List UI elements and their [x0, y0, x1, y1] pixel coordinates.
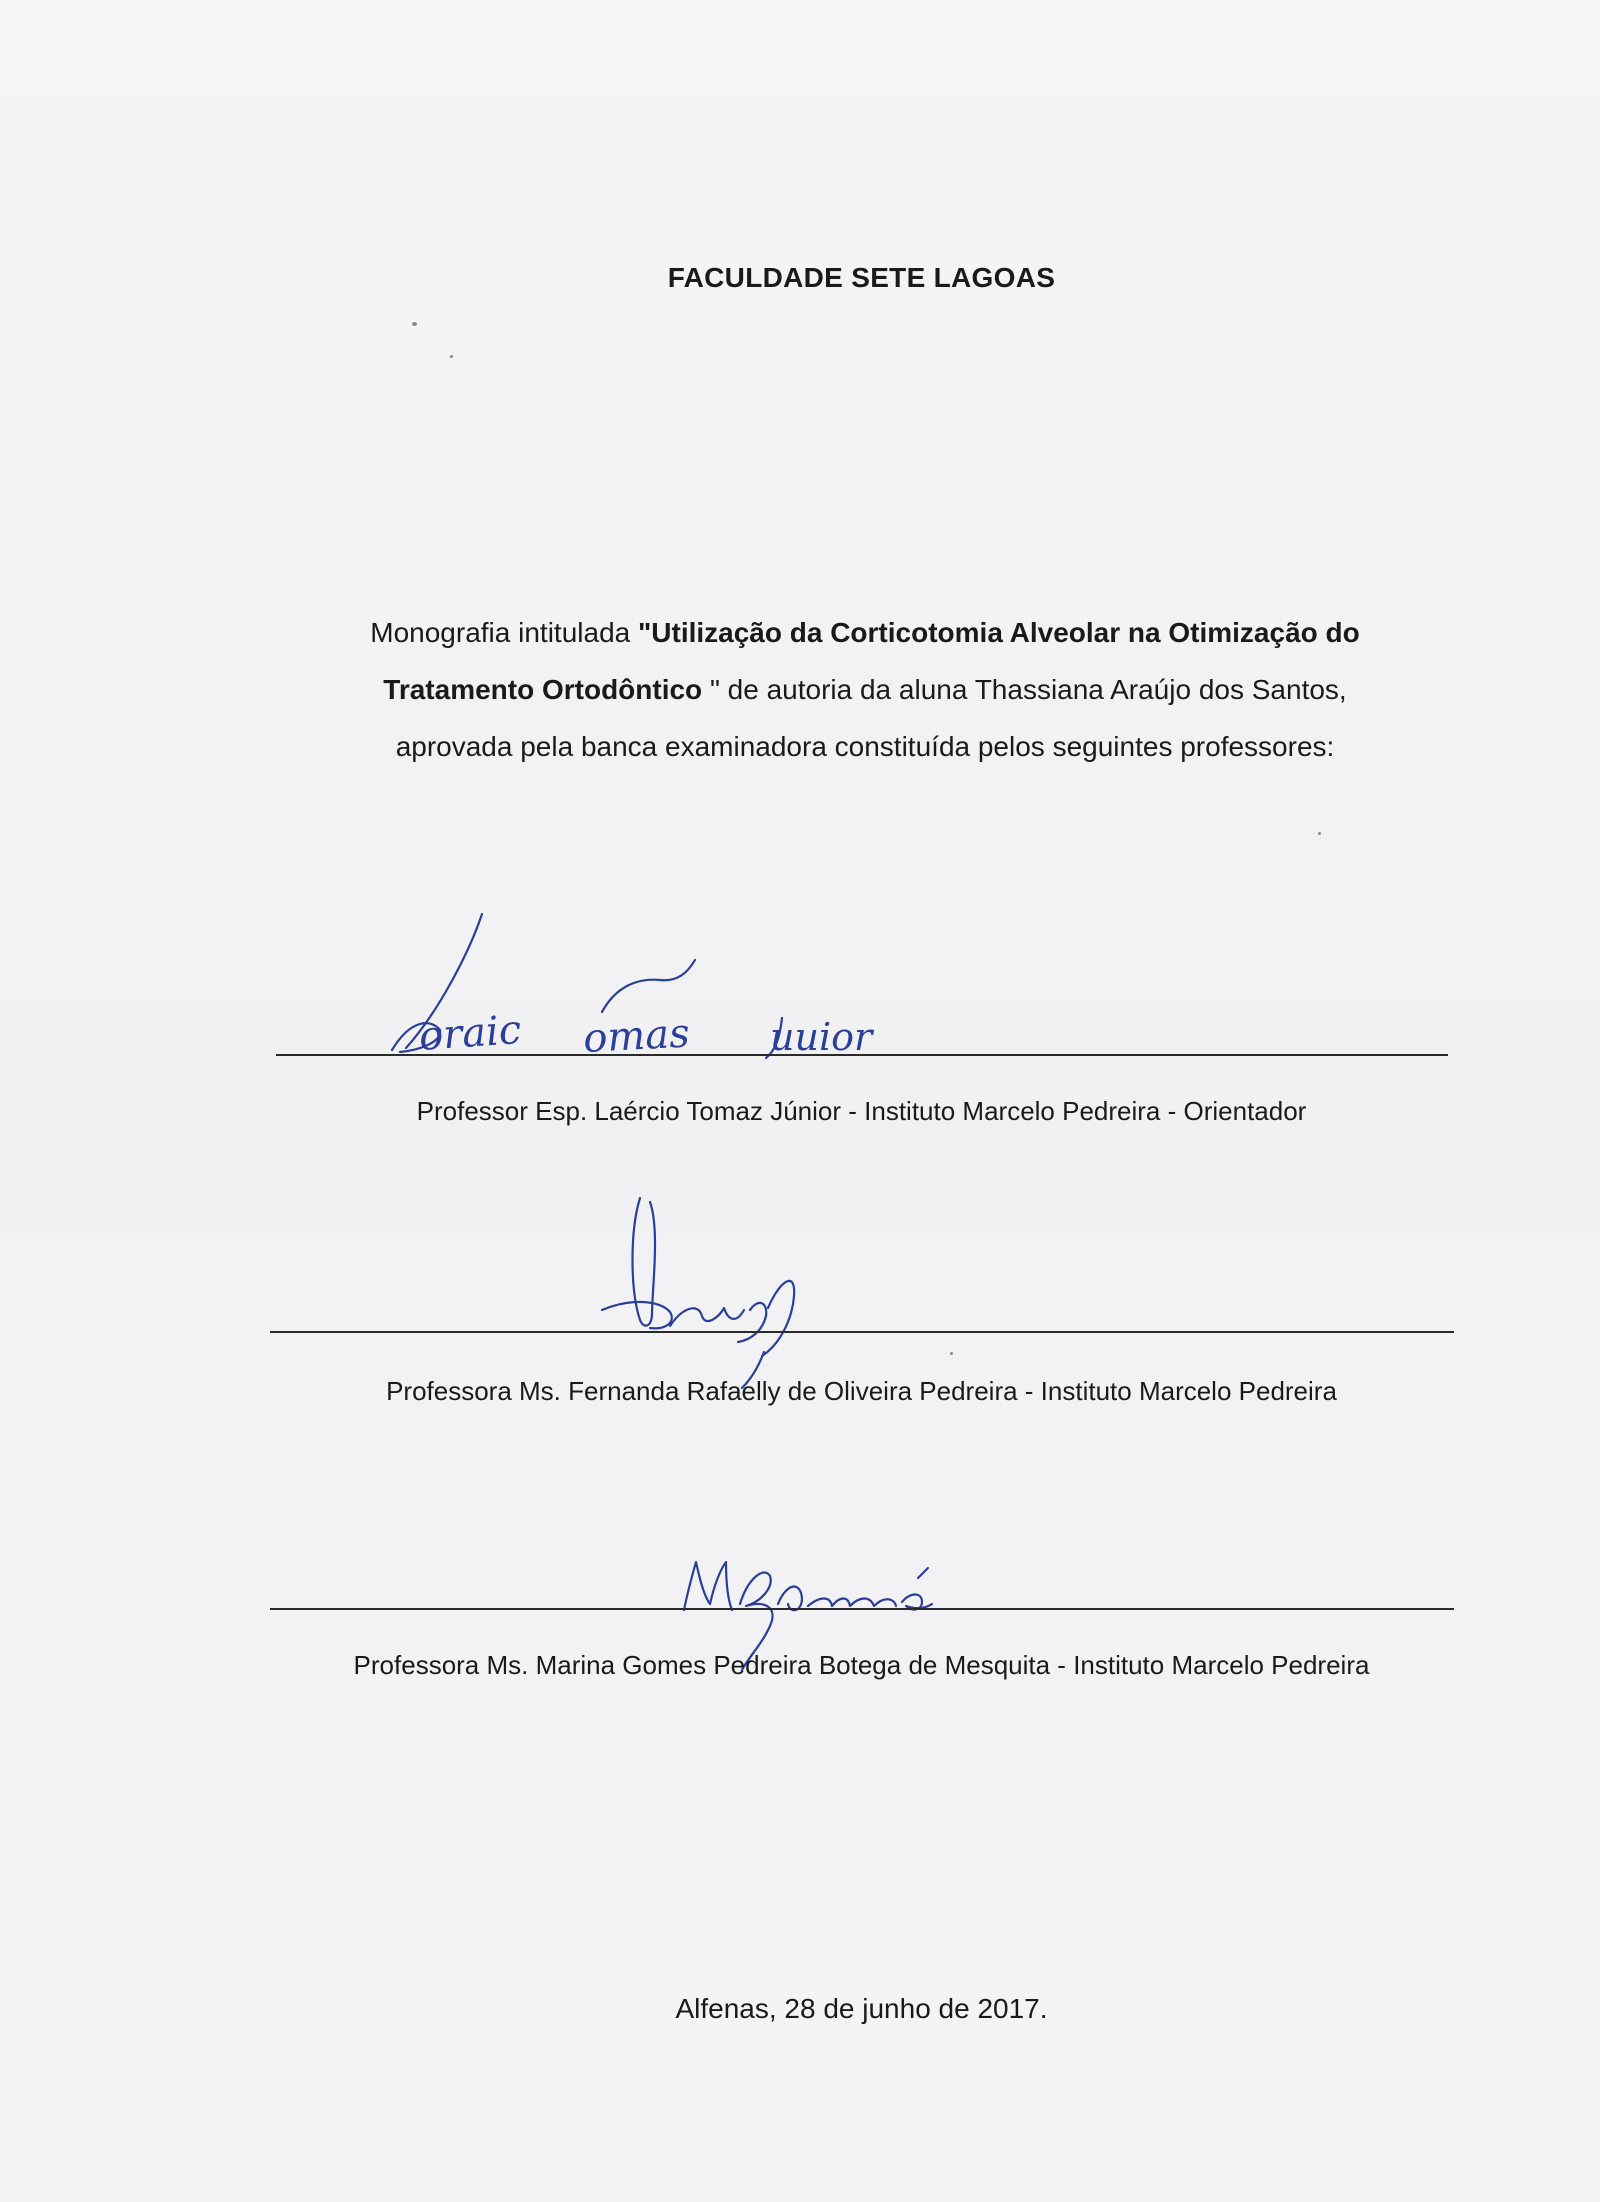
- scan-speck: [450, 355, 453, 358]
- signature-line: [276, 1054, 1448, 1056]
- signature-line: [270, 1608, 1454, 1610]
- svg-text:omas: omas: [582, 1010, 691, 1062]
- examiner-caption: Professor Esp. Laércio Tomaz Júnior - Instituto Marcelo Pedreira - Orientador: [416, 1096, 1307, 1126]
- author-text: " de autoria da aluna Thassiana Araújo dos Santos,: [702, 674, 1347, 705]
- place-and-date: Alfenas, 28 de junho de 2017.: [675, 1993, 1048, 2024]
- svg-text:uuior: uuior: [770, 1015, 873, 1059]
- signature-line: [270, 1331, 1454, 1333]
- thesis-title-line2: Tratamento Ortodôntico: [383, 674, 703, 705]
- approval-statement: [250, 604, 1480, 775]
- scan-speck: [950, 1352, 953, 1355]
- handwritten-signature-2: [590, 1190, 830, 1390]
- svg-text:oraic: oraic: [417, 1006, 523, 1060]
- thesis-title-line1: "Utilização da Corticotomia Alveolar na Otimização do: [638, 617, 1360, 648]
- scan-speck: [1318, 832, 1321, 835]
- scan-speck: [412, 322, 417, 326]
- handwritten-signature-1: [370, 900, 930, 1070]
- institution-name: FACULDADE SETE LAGOAS: [667, 262, 1056, 293]
- examiner-caption: Professora Ms. Fernanda Rafaelly de Oliveira Pedreira - Instituto Marcelo Pedreira: [386, 1376, 1337, 1406]
- intro-text: Monografia intitulada: [370, 617, 638, 648]
- examiner-caption: Professora Ms. Marina Gomes Pedreira Botega de Mesquita - Instituto Marcelo Pedreira: [353, 1650, 1370, 1680]
- committee-text: aprovada pela banca examinadora constituída pelos seguintes professores:: [395, 731, 1335, 762]
